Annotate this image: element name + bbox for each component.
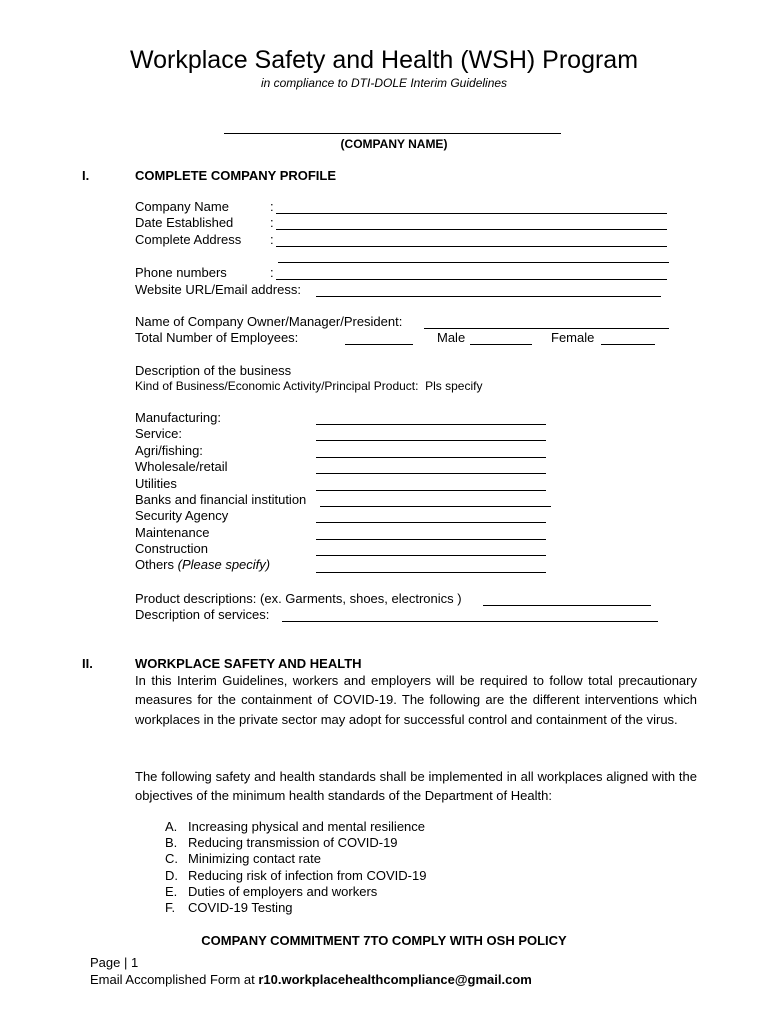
section-1-numeral: I.: [82, 168, 90, 183]
section-2-heading: WORKPLACE SAFETY AND HEALTH: [135, 656, 362, 671]
category-input-line[interactable]: [316, 490, 546, 491]
female-label: Female: [551, 330, 595, 345]
category-input-line[interactable]: [316, 522, 546, 523]
product-descriptions-label: Product descriptions: (ex. Garments, shoes, electronics ): [135, 591, 462, 606]
email-prefix: Email Accomplished Form at: [90, 972, 259, 987]
category-input-line[interactable]: [316, 457, 546, 458]
category-agri-fishing: Agri/fishing:: [135, 443, 203, 458]
document-title: Workplace Safety and Health (WSH) Program: [129, 46, 639, 74]
category-input-line[interactable]: [316, 424, 546, 425]
category-input-line[interactable]: [316, 555, 546, 556]
website-label: Website URL/Email address:: [135, 282, 301, 297]
category-input-line[interactable]: [316, 473, 546, 474]
section-2-numeral: II.: [82, 656, 93, 671]
others-label: Others: [135, 557, 175, 572]
commitment-heading: COMPANY COMMITMENT 7TO COMPLY WITH OSH POLICY: [201, 933, 567, 948]
male-label: Male: [437, 330, 466, 345]
section-1-heading: COMPLETE COMPANY PROFILE: [135, 168, 337, 183]
company-name-input-line[interactable]: [276, 213, 667, 214]
kind-of-business-label: Kind of Business/Economic Activity/Principal Product: Pls specify: [135, 379, 483, 393]
category-service: Service:: [135, 426, 182, 441]
category-input-line[interactable]: [316, 539, 546, 540]
category-security-agency: Security Agency: [135, 508, 229, 523]
category-manufacturing: Manufacturing:: [135, 410, 221, 425]
company-name-line[interactable]: [224, 133, 561, 134]
category-utilities: Utilities: [135, 476, 177, 491]
category-input-line[interactable]: [316, 440, 546, 441]
category-others: [135, 557, 270, 572]
product-descriptions-input-line[interactable]: [483, 605, 651, 606]
colon: :: [270, 232, 274, 247]
email-address[interactable]: r10.workplacehealthcompliance@gmail.com: [258, 972, 532, 987]
standard-letter: A.: [165, 819, 178, 834]
category-construction: Construction: [135, 541, 208, 556]
colon: :: [270, 265, 274, 280]
date-established-label: Date Established: [135, 215, 234, 230]
company-name-label: (COMPANY NAME): [340, 137, 448, 151]
standard-item: COVID-19 Testing: [188, 900, 293, 915]
address-input-line-1[interactable]: [276, 246, 667, 247]
service-descriptions-label: Description of services:: [135, 607, 270, 622]
category-banks: Banks and financial institution: [135, 492, 307, 507]
category-wholesale-retail: Wholesale/retail: [135, 459, 228, 474]
standard-letter: B.: [165, 835, 178, 850]
category-input-line[interactable]: [316, 572, 546, 573]
colon: :: [270, 215, 274, 230]
standard-letter: F.: [165, 900, 176, 915]
standard-item: Reducing risk of infection from COVID-19: [188, 868, 427, 883]
business-description-label: Description of the business: [135, 363, 292, 378]
total-employees-input-line[interactable]: [345, 344, 413, 345]
standard-item: Minimizing contact rate: [188, 851, 321, 866]
service-descriptions-input-line[interactable]: [282, 621, 658, 622]
page-number: Page | 1: [90, 955, 139, 970]
document-subtitle: in compliance to DTI-DOLE Interim Guidelines: [260, 76, 508, 90]
standard-letter: E.: [165, 884, 178, 899]
female-input-line[interactable]: [601, 344, 655, 345]
male-input-line[interactable]: [470, 344, 532, 345]
colon: :: [270, 199, 274, 214]
address-input-line-2[interactable]: [278, 262, 669, 263]
company-name-label-field: Company Name: [135, 199, 229, 214]
date-established-input-line[interactable]: [276, 229, 667, 230]
others-note: (Please specify): [177, 557, 271, 572]
email-instruction: [90, 972, 532, 987]
standard-item: Increasing physical and mental resilience: [188, 819, 426, 834]
category-input-line[interactable]: [320, 506, 551, 507]
website-input-line[interactable]: [316, 296, 661, 297]
category-maintenance: Maintenance: [135, 525, 210, 540]
standard-letter: C.: [165, 851, 178, 866]
intro-paragraph: In this Interim Guidelines, workers and employers will be required to follow total precautionary measures for the containment of COVID-19. The following are the different interventions which workplaces in the private sector may adopt for successful control and containment of the virus.: [135, 673, 697, 727]
phone-numbers-label: Phone numbers: [135, 265, 227, 280]
standard-item: Reducing transmission of COVID-19: [188, 835, 398, 850]
standard-letter: D.: [165, 868, 178, 883]
phone-input-line[interactable]: [276, 279, 667, 280]
owner-input-line[interactable]: [424, 328, 669, 329]
total-employees-label: Total Number of Employees:: [135, 330, 299, 345]
owner-label: Name of Company Owner/Manager/President:: [135, 314, 403, 329]
standard-item: Duties of employers and workers: [188, 884, 378, 899]
complete-address-label: Complete Address: [135, 232, 242, 247]
standards-paragraph: The following safety and health standards shall be implemented in all workplaces aligned with the objectives of the minimum health standards of the Department of Health:: [135, 769, 697, 804]
